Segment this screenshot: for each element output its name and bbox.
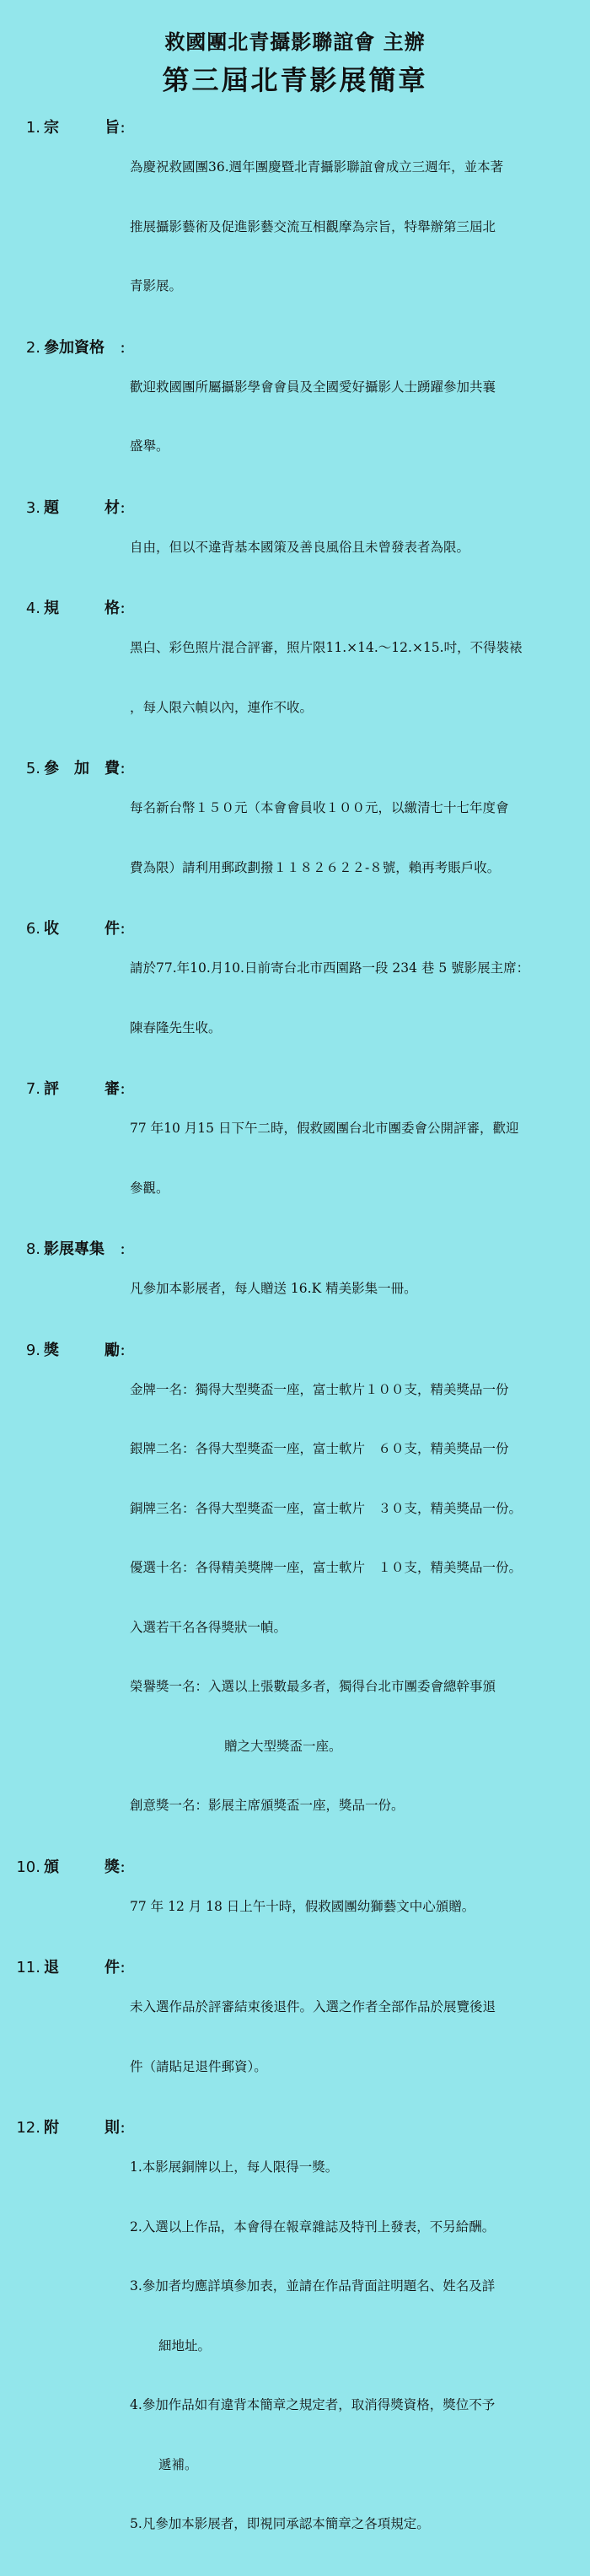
item-number: 11. [16,1959,40,1976]
colon: ： [120,1241,133,1257]
item-content [130,759,578,917]
item-label [44,118,120,138]
page-title: 第三屆北青影展簡章 [162,64,428,96]
item-number: 1. [25,119,40,137]
honor-award-line: 榮譽獎一名：入選以上張數最多者，獨得台北市團委會總幹事頒 [130,1679,496,1694]
colon: ： [120,1081,133,1097]
item-theme [15,498,578,598]
item-label [44,338,120,358]
item-content [130,338,578,497]
item-label [44,1958,120,1978]
item-content [130,1341,578,1856]
label-char: 勵 [105,1341,120,1359]
label-text: 影展專集 [44,1240,105,1258]
content-line: 盛舉。 [130,438,169,454]
item-number: 4. [25,600,40,617]
item-number: 9. [25,1341,40,1359]
content-line: 費為限）請利用郵政劃撥１１８２６２２-８號，賴再考賬戶收。 [130,859,501,875]
item-label [44,759,120,779]
item-specs [15,599,578,757]
item-content [130,1079,578,1238]
content-line: 未入選作品於評審結束後退件。入選之作者全部作品於展覽後退 [130,1999,496,2014]
award-line: 銅牌三名：各得大型獎盃一座，富士軟片 ３０支，精美獎品一份。 [130,1500,523,1516]
item-returns [15,1958,578,2116]
content-line: 青影展。 [130,278,183,293]
item-fee [15,759,578,917]
item-content [130,1240,578,1339]
label-char: 格 [105,600,120,617]
item-appendix [15,2118,578,2574]
content-line: 每名新台幣１５０元（本會會員收１００元，以繳清七十七年度會 [130,800,509,815]
creative-award-line: 創意獎一名：影展主席頒獎盃一座，獎品一份。 [130,1798,405,1813]
item-number: 6. [25,920,40,938]
label-char: 宗 [44,119,59,137]
label-char: 件 [105,920,120,938]
content-line: ，每人限六幀以內，連作不收。 [130,699,314,715]
content-line: 77 年 12 月 18 日上午十時，假救國團幼獅藝文中心頒贈。 [130,1898,475,1914]
award-line: 入選若干名各得獎狀一幀。 [130,1619,287,1635]
content-line: 歡迎救國團所屬攝影學會會員及全國愛好攝影人士踴躍參加共襄 [130,379,496,395]
content-line: 件（請貼足退件郵資）。 [130,2058,267,2074]
item-label [44,2118,120,2138]
rule-line: 5.凡參加本影展者，即視同承認本簡章之各項規定。 [130,2516,430,2531]
label-char: 審 [105,1080,120,1098]
rule-line: 2.入選以上作品，本會得在報章雜誌及特刊上發表，不另給酬。 [130,2218,496,2235]
item-content [130,2118,578,2574]
rule-line: 遞補。 [158,2456,198,2472]
item-purpose [15,118,578,336]
label-char: 評 [44,1080,59,1098]
content-line: 推展攝影藝術及促進影藝交流互相觀摩為宗旨，特舉辦第三屆北 [130,218,496,234]
item-awards [15,1341,578,1856]
item-content [130,599,578,757]
label-char: 獎 [105,1858,120,1876]
item-number: 2. [25,338,40,357]
colon: ： [120,1960,133,1976]
item-label [44,1341,120,1361]
item-content [130,919,578,1078]
content-line: 自由，但以不違背基本國策及善良風俗且未曾發表者為限。 [130,539,470,555]
label-char: 費 [105,760,120,777]
item-ceremony [15,1858,578,1957]
colon: ： [120,1342,133,1358]
rules-list [15,118,578,2576]
item-label [44,1079,120,1100]
content-line: 凡參加本影展者，每人贈送 16.K 精美影集一冊。 [130,1281,417,1296]
label-char: 收 [44,920,59,938]
colon: ： [120,120,133,136]
colon: ： [120,921,133,937]
item-number: 5. [25,760,40,777]
colon: ： [120,1858,133,1875]
item-content [130,1858,578,1957]
content-line: 參觀。 [130,1180,169,1196]
award-line: 金牌一名：獨得大型獎盃一座，富士軟片１００支，精美獎品一份 [130,1381,509,1397]
rule-line: 1.本影展銅牌以上，每人限得一獎。 [130,2159,339,2175]
organizer-line: 救國團北青攝影聯誼會 主辦 [164,30,426,54]
award-line: 優選十名：各得精美獎牌一座，富士軟片 １０支，精美獎品一份。 [130,1560,523,1575]
item-judging [15,1079,578,1238]
colon: ： [120,499,133,516]
rule-line: 細地址。 [158,2337,212,2353]
label-char: 材 [105,498,120,517]
item-label [44,1858,120,1878]
item-number: 8. [25,1240,40,1258]
item-label [44,599,120,619]
item-label [44,1240,120,1260]
label-char: 頒 [44,1858,59,1876]
label-char: 件 [105,1959,120,1976]
item-number: 3. [25,498,40,517]
label-char: 加 [74,760,89,777]
label-char: 則 [105,2119,120,2137]
item-number: 7. [25,1080,40,1098]
content-line: 77 年10 月15 日下午二時，假救國團台北市團委會公開評審，歡迎 [130,1121,519,1136]
label-char: 題 [44,498,59,517]
item-number: 10. [16,1858,40,1876]
colon: ： [120,600,133,616]
item-number: 12. [16,2119,40,2137]
item-submission [15,919,578,1078]
rule-line: 3.參加者均應詳填參加表，並請在作品背面註明題名、姓名及詳 [130,2278,496,2294]
label-char: 獎 [44,1341,59,1359]
label-char: 附 [44,2119,59,2137]
item-content [130,1958,578,2116]
item-label [44,919,120,939]
content-line: 陳春隆先生收。 [130,1019,222,1035]
item-label [44,498,120,519]
label-text: 參加資格 [44,338,105,357]
content-line: 請於77.年10.月10.日前寄台北市西園路一段 234 巷 5 號影展主席： [130,960,530,976]
award-line: 銀牌二名：各得大型獎盃一座，富士軟片 ６０支，精美獎品一份 [130,1441,509,1456]
colon: ： [120,339,133,356]
item-album [15,1240,578,1339]
item-content [130,118,578,336]
label-char: 規 [44,600,59,617]
content-line: 為慶祝救國團36.週年團慶暨北青攝影聯誼會成立三週年，並本著 [130,159,504,175]
item-eligibility [15,338,578,497]
item-content [130,498,578,598]
colon: ： [120,761,133,777]
label-char: 退 [44,1959,59,1976]
rule-line: 4.參加作品如有違背本簡章之規定者，取消得獎資格，獎位不予 [130,2397,496,2412]
label-char: 旨 [105,119,120,137]
content-line: 黑白、彩色照片混合評審，照片限11.×14.～12.×15.吋，不得裝裱 [130,640,523,655]
honor-award-line: 贈之大型獎盃一座。 [224,1738,342,1754]
colon: ： [120,2120,133,2136]
label-char: 參 [44,760,59,777]
